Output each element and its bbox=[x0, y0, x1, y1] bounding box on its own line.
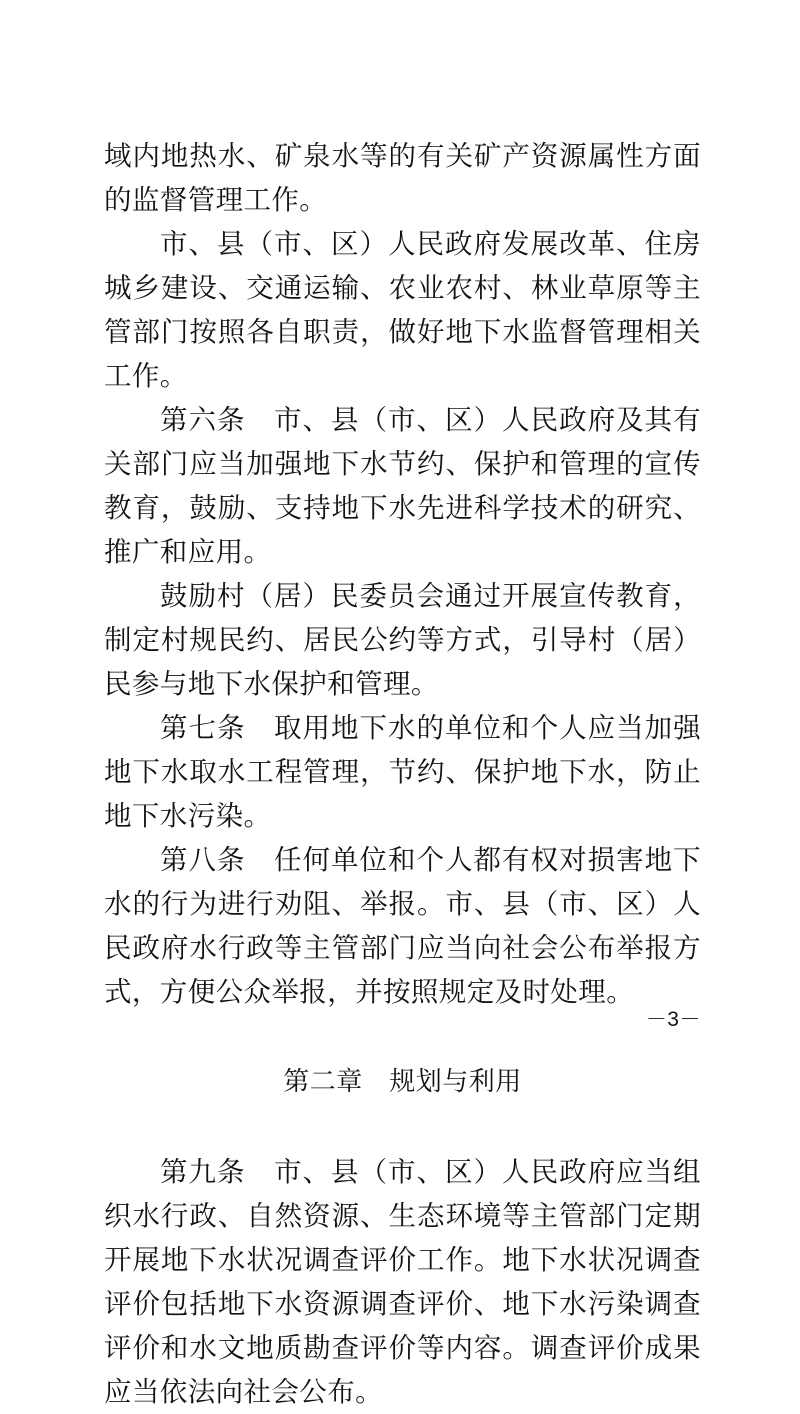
paragraph-village-committees: 鼓励村（居）民委员会通过开展宣传教育，制定村规民约、居民公约等方式，引导村（居）民参与地下水保护和管理。 bbox=[104, 580, 701, 699]
paragraph-article-9: 第九条 市、县（市、区）人民政府应当组织水行政、自然资源、生态环境等主管部门定期开展地下水状况调查评价工作。地下水状况调查评价包括地下水资源调查评价、地下水污染调查评价和水文地质勘查评价等内容。调查评价成果应当依法向社会公布。 bbox=[104, 1156, 701, 1407]
document-text-column bbox=[104, 134, 701, 1414]
paragraph-continued: 域内地热水、矿泉水等的有关矿产资源属性方面的监督管理工作。 bbox=[104, 140, 701, 215]
paragraph-article-6: 第六条 市、县（市、区）人民政府及其有关部门应当加强地下水节约、保护和管理的宣传教育，鼓励、支持地下水先进科学技术的研究、推广和应用。 bbox=[104, 404, 701, 567]
spacer-after-chapter-heading bbox=[104, 1103, 701, 1150]
paragraph-departments-duties: 市、县（市、区）人民政府发展改革、住房城乡建设、交通运输、农业农村、林业草原等主管部门按照各自职责，做好地下水监督管理相关工作。 bbox=[104, 228, 701, 391]
page-number: －3－ bbox=[645, 1008, 701, 1031]
spacer-before-chapter-heading bbox=[104, 1014, 701, 1059]
paragraph-article-8: 第八条 任何单位和个人都有权对损害地下水的行为进行劝阻、举报。市、县（市、区）人民政府水行政等主管部门应当向社会公布举报方式，方便公众举报，并按照规定及时处理。 bbox=[104, 844, 701, 1007]
paragraph-article-7: 第七条 取用地下水的单位和个人应当加强地下水取水工程管理，节约、保护地下水，防止地下水污染。 bbox=[104, 712, 701, 831]
chapter-heading-2: 第二章 规划与利用 bbox=[283, 1066, 522, 1096]
